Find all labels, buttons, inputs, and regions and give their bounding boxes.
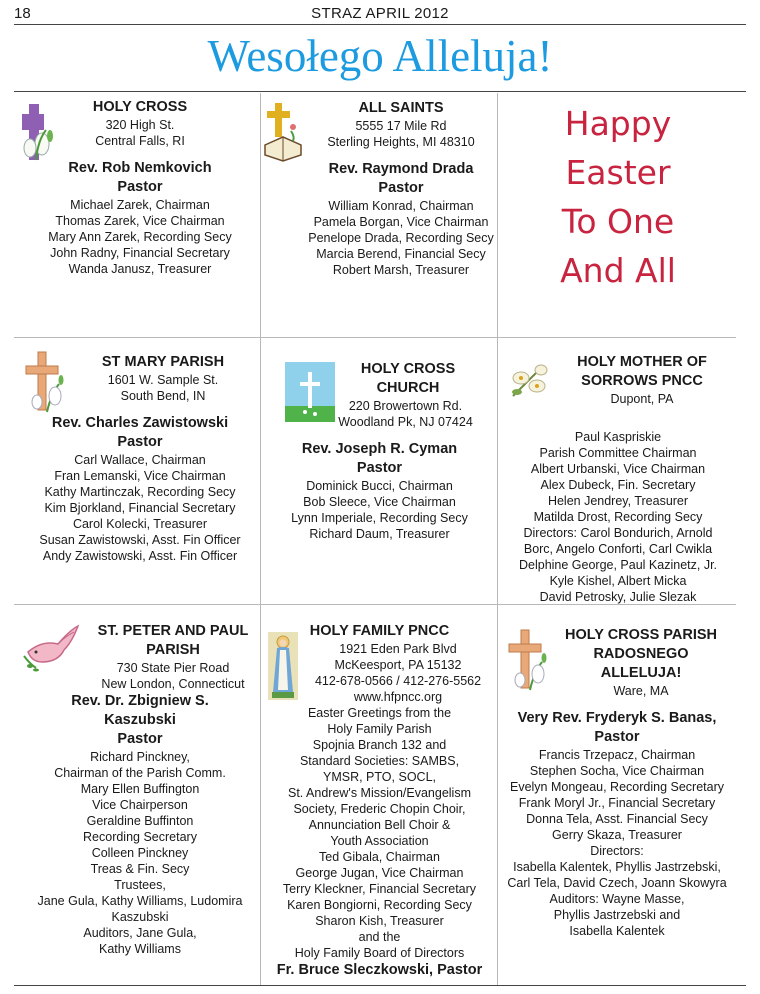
officer-line: Penelope Drada, Recording Secy: [308, 231, 494, 245]
officer-line: Kyle Kishel, Albert Micka: [549, 574, 687, 588]
grid-vline-1: [260, 93, 261, 985]
officer-line: Mary Ann Zarek, Recording Secy: [48, 230, 232, 244]
parish-name: HOLY CROSS PARISH: [564, 627, 718, 643]
officer-line: Bob Sleece, Vice Chairman: [303, 495, 456, 509]
body-line: Society, Frederic Chopin Choir,: [293, 802, 466, 816]
officer-line: John Radny, Financial Secretary: [50, 246, 230, 260]
greeting-line: To One: [561, 202, 675, 241]
parish-name: SORROWS PNCC: [581, 373, 703, 389]
headline-rule: [14, 91, 746, 92]
address-line: Ware, MA: [613, 684, 669, 698]
officer-line: Donna Tela, Asst. Financial Secy: [526, 812, 708, 826]
address-line: Dupont, PA: [610, 392, 674, 406]
body-line: and the: [358, 930, 401, 944]
officer-line: Carol Kolecki, Treasurer: [72, 517, 208, 531]
officer-line: Colleen Pinckney: [91, 846, 189, 860]
address-line: 1921 Eden Park Blvd: [339, 642, 457, 656]
officer-line: Recording Secretary: [83, 830, 197, 844]
officer-line: Frank Moryl Jr., Financial Secretary: [518, 796, 716, 810]
parish-name: HOLY FAMILY PNCC: [309, 623, 450, 639]
officer-line: Robert Marsh, Treasurer: [332, 263, 470, 277]
officer-line: Jane Gula, Kathy Williams, Ludomira: [37, 894, 243, 908]
parish-name: HOLY MOTHER OF: [577, 354, 707, 370]
body-line: Youth Association: [330, 834, 429, 848]
holy-cross-church-entry: [262, 360, 497, 542]
officer-line: Geraldine Buffinton: [86, 814, 194, 828]
officer-line: Wanda Janusz, Treasurer: [68, 262, 212, 276]
all-saints-entry: [290, 99, 512, 278]
officer-line: Carl Tela, David Czech, Joann Skowyra: [507, 876, 727, 890]
officer-line: Vice Chairperson: [92, 798, 188, 812]
officer-line: Auditors: Wayne Masse,: [549, 892, 685, 906]
officer-line: Auditors, Jane Gula,: [83, 926, 197, 940]
address-line: McKeesport, PA 15132: [334, 658, 462, 672]
officer-line: Borc, Angelo Conforti, Carl Cwikla: [523, 542, 713, 556]
body-line: Sharon Kish, Treasurer: [315, 914, 444, 928]
body-line: Annunciation Bell Choir &: [308, 818, 451, 832]
address-line: 220 Browertown Rd.: [348, 399, 463, 413]
officer-line: David Petrosky, Julie Slezak: [539, 590, 697, 604]
officer-line: Lynn Imperiale, Recording Secy: [291, 511, 468, 525]
holy-cross-parish-entry: [498, 626, 736, 939]
name-block: [20, 353, 250, 404]
officer-line: Chairman of the Parish Comm.: [54, 766, 226, 780]
pastor-title: Pastor: [356, 460, 403, 476]
pastor-name: Rev. Dr. Zbigniew S.: [71, 693, 209, 709]
officer-line: Gerry Skaza, Treasurer: [552, 828, 682, 842]
pastor-title: Pastor: [117, 731, 163, 747]
officer-line: Mary Ellen Buffington: [80, 782, 200, 796]
body-line: Karen Bongiorni, Recording Secy: [287, 898, 472, 912]
officer-line: Marcia Berend, Financial Secy: [316, 247, 486, 261]
website-line: www.hfpncc.org: [353, 690, 443, 704]
grid-hline-1: [14, 337, 736, 338]
address-line: Sterling Heights, MI 48310: [327, 135, 475, 149]
st-peter-paul-entry: [20, 622, 260, 957]
address-line: 5555 17 Mile Rd: [355, 119, 447, 133]
body-line: Standard Societies: SAMBS,: [299, 754, 460, 768]
headline: Wesołego Alleluja!: [207, 31, 553, 81]
officer-line: Directors:: [590, 844, 644, 858]
phone-line: 412-678-0566 / 412-276-5562: [314, 674, 482, 688]
parish-name: ALLELUJA!: [600, 665, 682, 681]
parish-name: HOLY CROSS: [360, 361, 456, 377]
pastor-name: Fr. Bruce Sleczkowski, Pastor: [276, 962, 483, 978]
body-line: YMSR, PTO, SOCL,: [323, 770, 436, 784]
officer-line: Francis Trzepacz, Chairman: [538, 748, 696, 762]
officer-line: Directors: Carol Bondurich, Arnold: [523, 526, 713, 540]
officer-line: Isabella Kalentek, Phyllis Jastrzebski,: [513, 860, 721, 874]
name-block: [20, 622, 260, 692]
officer-line: Andy Zawistowski, Asst. Fin Officer: [42, 549, 238, 563]
body-line: George Jugan, Vice Chairman: [295, 866, 464, 880]
officer-line: Richard Daum, Treasurer: [309, 527, 450, 541]
pastor-name: Rev. Raymond Drada: [328, 161, 474, 177]
body-line: Terry Kleckner, Financial Secretary: [282, 882, 477, 896]
officer-line: Kim Bjorkland, Financial Secretary: [44, 501, 236, 515]
footer-rule: [14, 985, 746, 986]
address-line: South Bend, IN: [120, 389, 206, 403]
parish-name: ST. PETER AND PAUL: [97, 623, 249, 639]
officer-line: Albert Urbanski, Vice Chairman: [530, 462, 706, 476]
address-line: Woodland Pk, NJ 07424: [338, 415, 473, 429]
officer-line: Stephen Socha, Vice Chairman: [529, 764, 705, 778]
easter-greeting: [500, 99, 736, 295]
address-line: 1601 W. Sample St.: [107, 373, 219, 387]
address-block: [262, 641, 494, 705]
pastor-title: Pastor: [378, 180, 424, 196]
name-block: [500, 353, 736, 407]
pastor-title: Pastor: [117, 179, 163, 195]
pastor-name: Rev. Joseph R. Cyman: [301, 441, 458, 457]
pastor-name: Very Rev. Fryderyk S. Banas,: [517, 710, 717, 726]
greeting-line: Happy: [564, 104, 672, 143]
officer-line: Parish Committee Chairman: [539, 446, 697, 460]
pastor-title: Pastor: [594, 729, 640, 745]
officer-line: Delphine George, Paul Kazinetz, Jr.: [518, 558, 718, 572]
name-block: [498, 626, 736, 699]
greeting-line: And All: [560, 251, 676, 290]
parish-name: RADOSNEGO: [593, 646, 689, 662]
officer-line: William Konrad, Chairman: [328, 199, 474, 213]
officer-line: Evelyn Mongeau, Recording Secretary: [509, 780, 724, 794]
officer-line: Thomas Zarek, Vice Chairman: [55, 214, 225, 228]
officer-line: Fran Lemanski, Vice Chairman: [54, 469, 226, 483]
holy-mother-entry: [500, 353, 736, 605]
parish-name: PARISH: [146, 642, 200, 658]
officer-line: Phyllis Jastrzebski and: [553, 908, 681, 922]
address-line: 320 High St.: [105, 118, 175, 132]
officer-line: Kaszubski: [111, 910, 169, 924]
parish-name: ALL SAINTS: [358, 100, 444, 116]
officer-line: Helen Jendrey, Treasurer: [547, 494, 689, 508]
body-line: Spojnia Branch 132 and: [312, 738, 447, 752]
officer-line: Richard Pinckney,: [90, 750, 190, 764]
pastor-name: Rev. Rob Nemkovich: [68, 160, 212, 176]
st-mary-entry: [20, 353, 260, 564]
body-line: Holy Family Parish: [327, 722, 432, 736]
name-block: [262, 360, 478, 398]
address-line: 730 State Pier Road: [116, 661, 230, 675]
officer-line: Dominick Bucci, Chairman: [306, 479, 453, 493]
page-number: 18: [14, 5, 31, 22]
pastor-name: Rev. Charles Zawistowski: [51, 415, 229, 431]
officer-line: Matilda Drost, Recording Secy: [533, 510, 703, 524]
officer-line: Isabella Kalentek: [569, 924, 665, 938]
parish-name: CHURCH: [376, 380, 440, 396]
body-line: Ted Gibala, Chairman: [319, 850, 440, 864]
officer-line: Michael Zarek, Chairman: [70, 198, 210, 212]
officer-line: Alex Dubeck, Fin. Secretary: [540, 478, 696, 492]
pastor-name: Kaszubski: [104, 712, 176, 728]
holy-family-entry: [262, 622, 497, 980]
holy-cross-entry: [20, 98, 260, 277]
body-line: Holy Family Board of Directors: [294, 946, 465, 960]
address-line: New London, Connecticut: [101, 677, 245, 691]
address-line: Central Falls, RI: [95, 134, 185, 148]
officer-line: Carl Wallace, Chairman: [74, 453, 206, 467]
parish-name: HOLY CROSS: [92, 99, 188, 115]
officer-line: Kathy Williams: [99, 942, 181, 956]
publication-header: STRAZ APRIL 2012: [311, 5, 449, 22]
officer-line: Trustees,: [114, 878, 166, 892]
body-line: Easter Greetings from the: [307, 706, 452, 720]
greeting-line: Easter: [565, 153, 671, 192]
parish-name: ST MARY PARISH: [101, 354, 225, 370]
body-line: St. Andrew's Mission/Evangelism: [287, 786, 471, 800]
header-rule: [14, 24, 746, 25]
address-block: [262, 398, 493, 430]
officer-line: Kathy Martinczak, Recording Secy: [44, 485, 236, 499]
officer-line: Susan Zawistowski, Asst. Fin Officer: [39, 533, 241, 547]
officer-line: Treas & Fin. Secy: [90, 862, 190, 876]
officer-line: Paul Kaspriskie: [574, 430, 662, 444]
pastor-title: Pastor: [117, 434, 163, 450]
spacer: [500, 407, 736, 429]
officer-line: Pamela Borgan, Vice Chairman: [313, 215, 489, 229]
